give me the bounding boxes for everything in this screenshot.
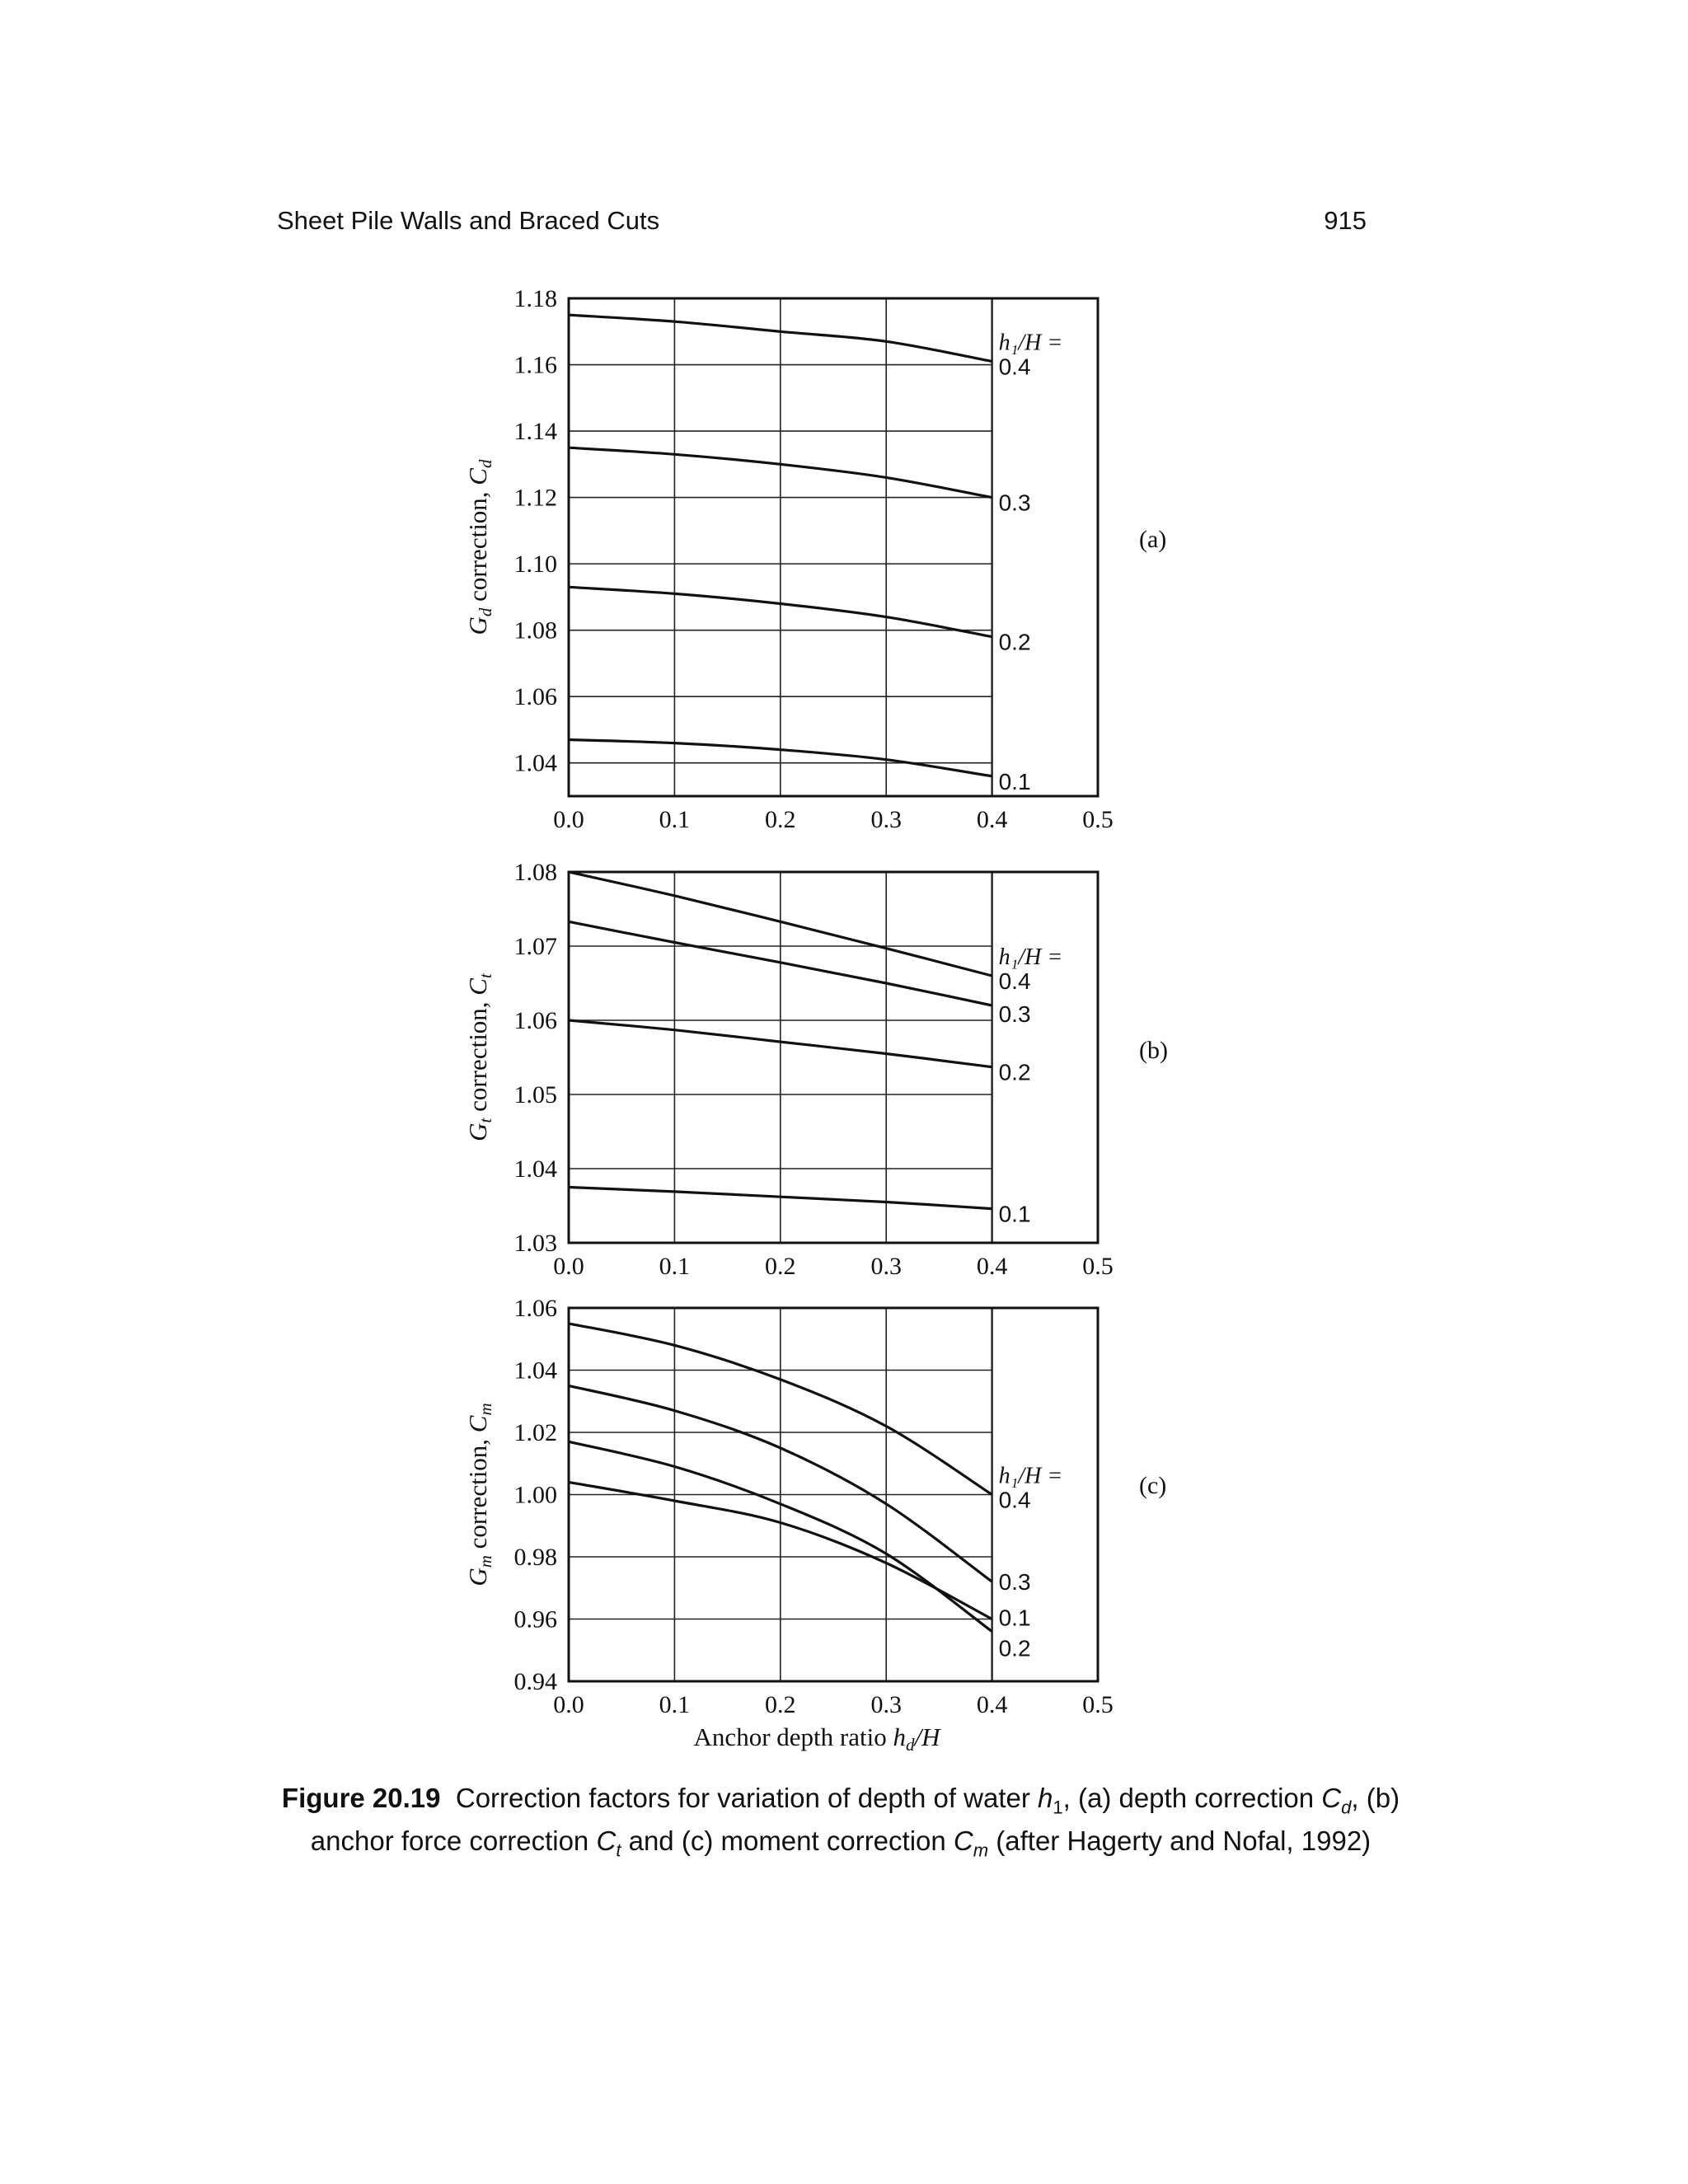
x-tick-label: 0.4 xyxy=(976,1691,1008,1718)
caption-h-sub: 1 xyxy=(1053,1797,1063,1818)
series-label-0.2: 0.2 xyxy=(998,1059,1031,1085)
y-axis-label: Gm correction, Cm xyxy=(463,1403,495,1586)
caption-h-var: h xyxy=(1038,1783,1053,1813)
caption-ct-sub: t xyxy=(616,1840,621,1861)
y-axis-label: Gd correction, Cd xyxy=(463,459,495,635)
y-tick-label: 1.03 xyxy=(513,1230,557,1257)
figure-caption xyxy=(272,1782,1409,1867)
series-label-0.1: 0.1 xyxy=(998,1201,1031,1227)
y-tick-label: 1.06 xyxy=(513,1295,557,1322)
y-tick-label: 1.06 xyxy=(513,683,557,711)
x-tick-label: 0.5 xyxy=(1082,806,1114,833)
caption-text-5: (after Hagerty and Nofal, 1992) xyxy=(988,1825,1372,1856)
panel-label: (a) xyxy=(1139,526,1167,553)
y-tick-label: 0.94 xyxy=(513,1668,557,1695)
panel-label: (c) xyxy=(1139,1472,1167,1499)
plot-frame xyxy=(569,872,1098,1243)
y-tick-label: 1.18 xyxy=(513,285,557,312)
series-label-0.2: 0.2 xyxy=(998,1635,1031,1661)
page-number: 915 xyxy=(1324,206,1367,235)
x-tick-label: 0.5 xyxy=(1082,1253,1114,1280)
caption-text-3: , (b) anchor force correction xyxy=(310,1783,1400,1856)
y-tick-label: 1.16 xyxy=(513,351,557,379)
x-tick-label: 0.0 xyxy=(553,806,584,833)
x-tick-label: 0.3 xyxy=(870,1253,902,1280)
figure-label: Figure 20.19 xyxy=(281,1783,441,1813)
x-tick-label: 0.5 xyxy=(1082,1691,1114,1718)
series-label-0.3: 0.3 xyxy=(998,1001,1031,1027)
x-tick-label: 0.2 xyxy=(765,1691,796,1718)
caption-cd-sub: d xyxy=(1341,1797,1352,1818)
x-tick-label: 0.2 xyxy=(765,806,796,833)
series-label-0.1: 0.1 xyxy=(998,1605,1031,1631)
caption-cd-var: C xyxy=(1321,1783,1342,1813)
y-tick-label: 1.12 xyxy=(513,484,557,512)
x-tick-label: 0.3 xyxy=(870,806,902,833)
x-tick-label: 0.0 xyxy=(553,1691,584,1718)
caption-cm-var: C xyxy=(953,1825,973,1856)
series-label-0.4: 0.4 xyxy=(998,1487,1031,1513)
y-tick-label: 1.04 xyxy=(513,749,557,777)
y-tick-label: 1.00 xyxy=(513,1481,557,1509)
caption-ct-var: C xyxy=(596,1825,617,1856)
y-tick-label: 1.02 xyxy=(513,1419,557,1446)
y-tick-label: 1.10 xyxy=(513,551,557,579)
series-label-0.4: 0.4 xyxy=(998,354,1031,380)
x-tick-label: 0.1 xyxy=(659,1253,691,1280)
y-tick-label: 1.08 xyxy=(513,859,557,886)
x-tick-label: 0.1 xyxy=(659,1691,691,1718)
y-tick-label: 1.05 xyxy=(513,1081,557,1108)
series-label-0.3: 0.3 xyxy=(998,490,1031,516)
series-label-0.1: 0.1 xyxy=(998,768,1031,794)
running-head: Sheet Pile Walls and Braced Cuts xyxy=(277,206,660,235)
x-tick-label: 0.0 xyxy=(553,1253,584,1280)
legend-title: h₁/H = xyxy=(998,330,1063,356)
legend-title: h₁/H = xyxy=(998,1463,1063,1489)
y-tick-label: 0.96 xyxy=(513,1605,557,1633)
chart-panel-c xyxy=(463,1295,1166,1755)
series-label-0.2: 0.2 xyxy=(998,629,1031,655)
caption-cm-sub: m xyxy=(973,1840,989,1861)
y-axis-label: Gt correction, Ct xyxy=(463,973,495,1141)
x-tick-label: 0.4 xyxy=(976,1253,1008,1280)
y-tick-label: 1.04 xyxy=(513,1155,557,1183)
panel-label: (b) xyxy=(1139,1037,1168,1064)
y-tick-label: 1.07 xyxy=(513,933,557,960)
series-label-0.3: 0.3 xyxy=(998,1569,1031,1596)
y-tick-label: 1.14 xyxy=(513,418,557,446)
y-tick-label: 1.08 xyxy=(513,616,557,644)
x-tick-label: 0.4 xyxy=(976,806,1008,833)
chart-panel-b xyxy=(463,859,1168,1280)
y-tick-label: 1.04 xyxy=(513,1357,557,1385)
legend-title: h₁/H = xyxy=(998,944,1063,970)
y-tick-label: 0.98 xyxy=(513,1544,557,1571)
series-label-0.4: 0.4 xyxy=(998,968,1031,994)
x-axis-label: Anchor depth ratio hd/H xyxy=(693,1722,940,1755)
x-tick-label: 0.3 xyxy=(870,1691,902,1718)
chart-panel-a xyxy=(463,285,1166,833)
caption-text-4: and (c) moment correction xyxy=(621,1825,954,1856)
caption-text-2: , (a) depth correction xyxy=(1062,1783,1322,1813)
caption-text-1: Correction factors for variation of depth of water xyxy=(455,1783,1039,1813)
y-tick-label: 1.06 xyxy=(513,1007,557,1034)
x-tick-label: 0.2 xyxy=(765,1253,796,1280)
x-tick-label: 0.1 xyxy=(659,806,691,833)
